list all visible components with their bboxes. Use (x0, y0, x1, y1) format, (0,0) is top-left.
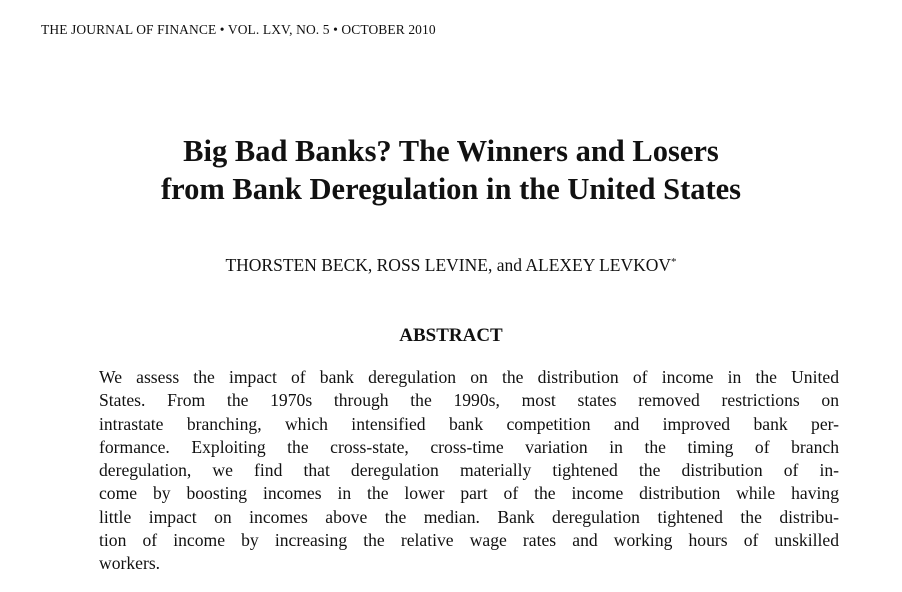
abstract-line: intrastate branching, which intensified bank competition and improved bank per- (99, 413, 839, 434)
paper-title (0, 132, 902, 208)
title-line-2: from Bank Deregulation in the United States (160, 172, 742, 206)
title-line-1: Big Bad Banks? The Winners and Losers (183, 134, 719, 168)
abstract-line: tion of income by increasing the relative wage rates and working hours of unskilled (99, 530, 839, 551)
abstract-line: We assess the impact of bank deregulation on the distribution of income in the United (99, 367, 839, 387)
abstract-line: little impact on incomes above the median. Bank deregulation tightened the distribu- (99, 506, 839, 527)
author-list (0, 255, 902, 276)
abstract-line: workers. (99, 553, 161, 574)
author-footnote-mark: * (671, 256, 677, 268)
running-head: THE JOURNAL OF FINANCE • VOL. LXV, NO. 5 • OCTOBER 2010 (41, 22, 436, 37)
abstract-line: deregulation, we find that deregulation materially tightened the distribution of in- (99, 460, 839, 481)
abstract-line: formance. Exploiting the cross-state, cross-time variation in the timing of branch (99, 436, 839, 457)
abstract-body (99, 366, 839, 576)
author-names: THORSTEN BECK, ROSS LEVINE, and ALEXEY LEVKOV (225, 255, 672, 275)
abstract-line: States. From the 1970s through the 1990s, most states removed restrictions on (99, 390, 839, 411)
abstract-line: come by boosting incomes in the lower part of the income distribution while having (99, 483, 839, 504)
abstract-heading: ABSTRACT (399, 325, 503, 346)
